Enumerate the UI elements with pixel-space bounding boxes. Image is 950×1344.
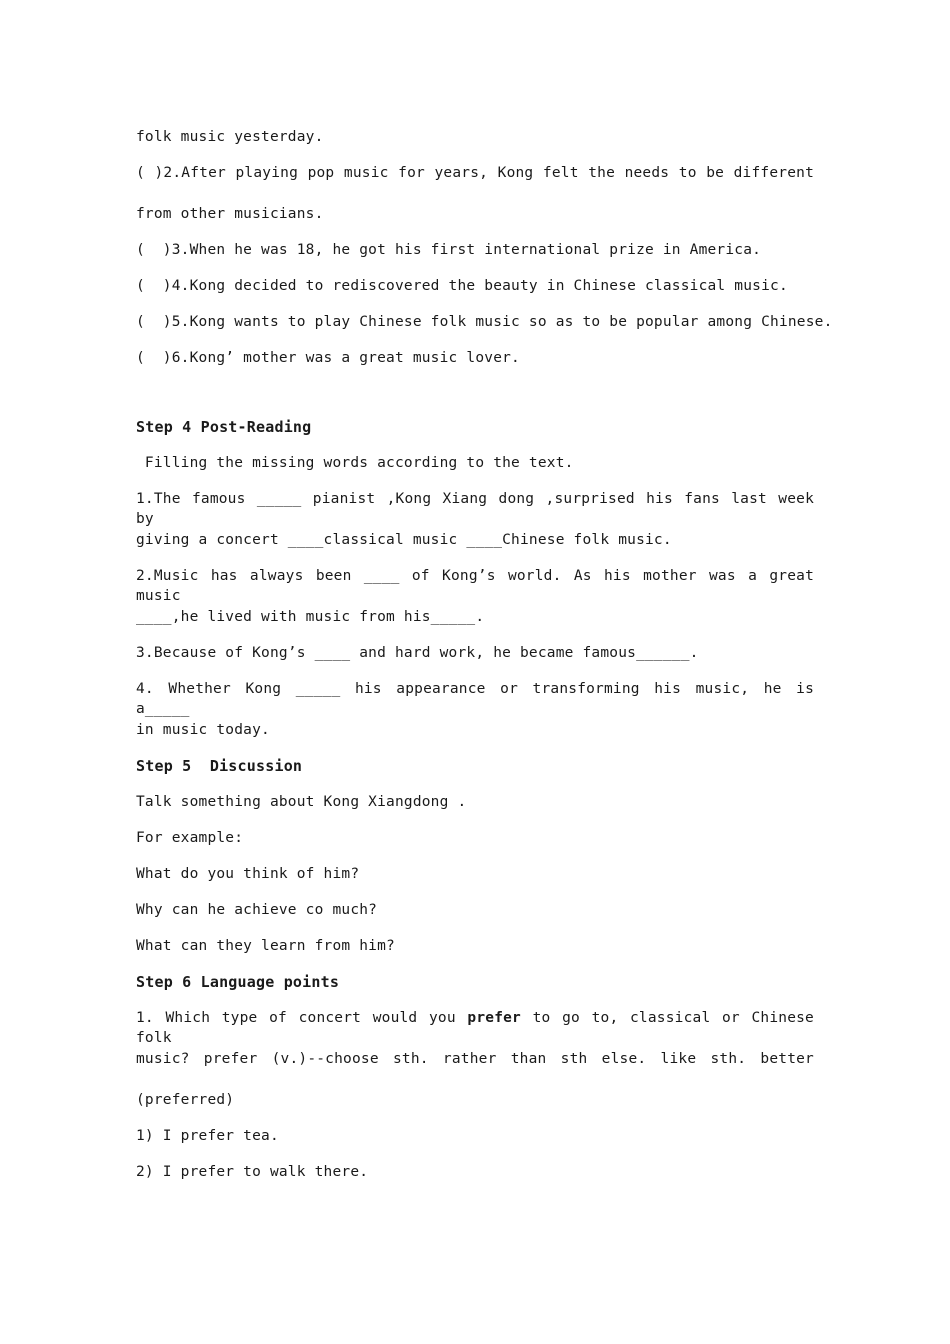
- question-1-tail: folk music yesterday.: [136, 129, 324, 145]
- discussion-question-1: What do you think of him?: [136, 866, 360, 882]
- question-2-line1: ( )2.After playing pop music for years, Kong felt the needs to be different: [136, 165, 814, 181]
- step5-example-label: For example:: [136, 830, 244, 846]
- question-2-line2: from other musicians.: [136, 206, 324, 222]
- fill-item-2-line1: 2.Music has always been ____ of Kong’s world. As his mother was a great music: [136, 568, 814, 604]
- discussion-question-3: What can they learn from him?: [136, 938, 395, 954]
- step6-heading: Step 6 Language points: [136, 973, 340, 991]
- keyword-prefer: prefer: [467, 1010, 521, 1026]
- fill-item-3: 3.Because of Kong’s ____ and hard work, he became famous______.: [136, 645, 699, 661]
- language-point-1-line1: [136, 1008, 814, 1048]
- step4-heading: Step 4 Post-Reading: [136, 418, 312, 436]
- step5-intro: Talk something about Kong Xiangdong .: [136, 794, 467, 810]
- question-3: ( )3.When he was 18, he got his first international prize in America.: [136, 242, 762, 258]
- step5-heading: Step 5 Discussion: [136, 757, 303, 775]
- question-4: ( )4.Kong decided to rediscovered the beauty in Chinese classical music.: [136, 278, 788, 294]
- language-point-1-line2: music? prefer (v.)--choose sth. rather than sth else. like sth. better: [136, 1051, 814, 1067]
- question-6: ( )6.Kong’ mother was a great music lover.: [136, 350, 520, 366]
- language-point-1-post: to go to, classical or Chinese folk: [136, 1010, 814, 1046]
- step4-instruction: Filling the missing words according to the text.: [136, 455, 574, 471]
- language-point-1-line3: (preferred): [136, 1092, 235, 1108]
- fill-item-2-line2: ____,he lived with music from his_____.: [136, 609, 485, 625]
- fill-item-1-line2: giving a concert ____classical music ____Chinese folk music.: [136, 532, 672, 548]
- fill-item-4-line2: in music today.: [136, 722, 270, 738]
- question-5: ( )5.Kong wants to play Chinese folk music so as to be popular among Chinese.: [136, 314, 833, 330]
- example-sentence-1: 1) I prefer tea.: [136, 1128, 279, 1144]
- fill-item-4-line1: 4. Whether Kong _____ his appearance or transforming his music, he is a_____: [136, 681, 814, 717]
- example-sentence-2: 2) I prefer to walk there.: [136, 1164, 369, 1180]
- fill-item-1-line1: 1.The famous _____ pianist ,Kong Xiang dong ,surprised his fans last week by: [136, 491, 814, 527]
- discussion-question-2: Why can he achieve co much?: [136, 902, 378, 918]
- language-point-1-pre: 1. Which type of concert would you: [136, 1010, 468, 1026]
- document-page: [136, 0, 833, 1344]
